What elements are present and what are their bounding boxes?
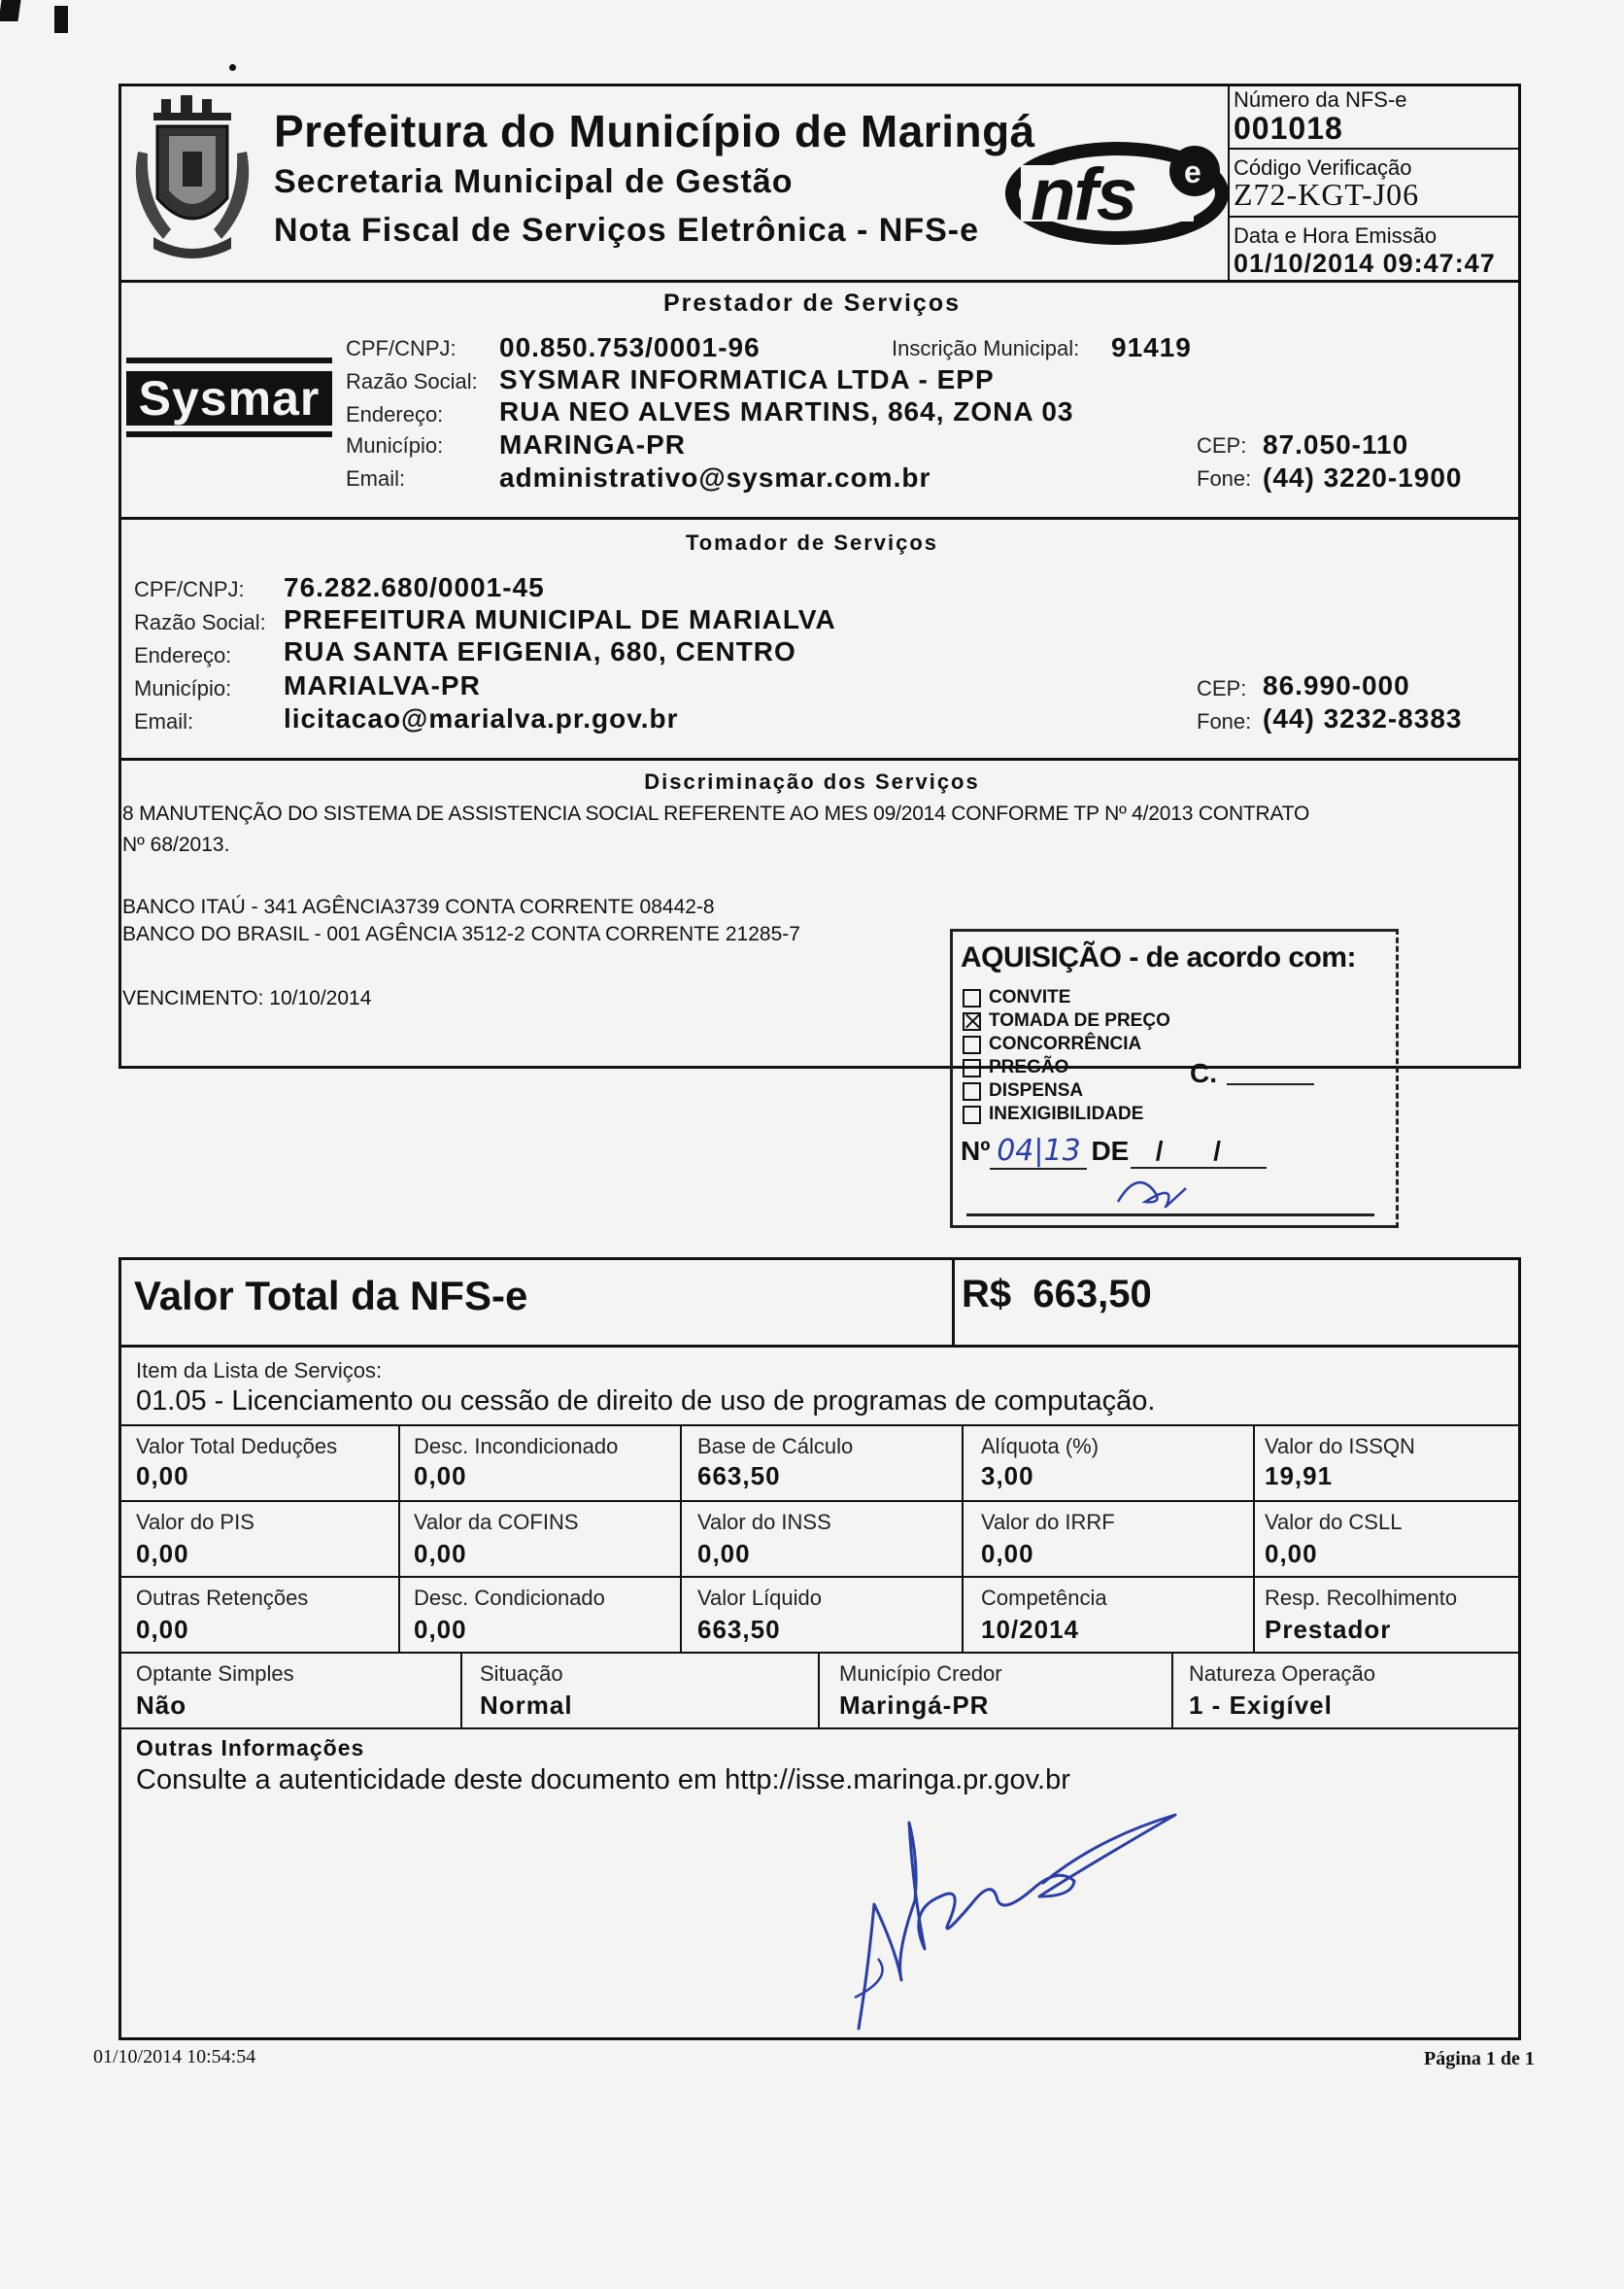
grid-label: Valor do PIS xyxy=(136,1510,254,1534)
grid-value: 0,00 xyxy=(697,1539,751,1568)
tomador-email-label: Email: xyxy=(134,709,194,734)
aquisicao-stamp xyxy=(950,929,1399,1228)
stamp-title: AQUISIÇÃO - de acordo com: xyxy=(961,941,1357,974)
checkbox-icon xyxy=(963,989,981,1008)
situacao-label: Situação xyxy=(480,1661,563,1686)
grid-label: Desc. Incondicionado xyxy=(414,1434,619,1458)
tomador-cpf-value: 76.282.680/0001-45 xyxy=(284,572,545,602)
grid-value: 663,50 xyxy=(697,1615,781,1644)
stamp-initials-icon xyxy=(1108,1173,1196,1212)
grid-value: 0,00 xyxy=(136,1461,189,1490)
tomador-email-value: licitacao@marialva.pr.gov.br xyxy=(284,703,679,734)
municipio-credor-value: Maringá-PR xyxy=(839,1691,990,1720)
optante-value: Não xyxy=(136,1691,187,1720)
grid-label: Desc. Condicionado xyxy=(414,1586,605,1610)
tomador-razao-label: Razão Social: xyxy=(134,610,266,634)
divider xyxy=(118,517,1521,520)
prestador-razao-label: Razão Social: xyxy=(346,369,478,393)
tomador-section-title: Tomador de Serviços xyxy=(685,530,939,555)
prestador-section-title: Prestador de Serviços xyxy=(662,290,961,317)
header-subtitle: Secretaria Municipal de Gestão xyxy=(274,163,794,200)
prestador-cpf-label: CPF/CNPJ: xyxy=(346,336,457,360)
document-type: Nota Fiscal de Serviços Eletrônica - NFS-e xyxy=(274,212,980,249)
prestador-cep-value: 87.050-110 xyxy=(1263,429,1409,460)
signature-icon xyxy=(835,1803,1185,2036)
sysmar-logo-text: Sysmar xyxy=(126,371,332,426)
numero-value: 001018 xyxy=(1234,111,1343,146)
prestador-cpf-value: 00.850.753/0001-96 xyxy=(499,332,761,362)
tomador-fone-value: (44) 3232-8383 xyxy=(1263,703,1463,734)
stamp-numero-row: Nº 04|13 DE / / xyxy=(961,1134,1267,1170)
coat-of-arms-icon xyxy=(124,93,260,264)
tomador-cep-label: CEP: xyxy=(1197,676,1247,700)
total-value: R$ 663,50 xyxy=(962,1273,1152,1315)
page-title: Prefeitura do Município de Maringá xyxy=(274,106,1035,156)
banco-itau-line: BANCO ITAÚ - 341 AGÊNCIA3739 CONTA CORRENTE 08442-8 xyxy=(122,896,715,918)
tomador-endereco-label: Endereço: xyxy=(134,643,232,667)
prestador-endereco-label: Endereço: xyxy=(346,402,444,427)
grid-label: Valor do INSS xyxy=(697,1510,831,1534)
prestador-endereco-value: RUA NEO ALVES MARTINS, 864, ZONA 03 xyxy=(499,396,1074,427)
total-label: Valor Total da NFS-e xyxy=(134,1273,528,1318)
scan-dot xyxy=(229,64,236,71)
divider xyxy=(680,1424,682,1654)
divider xyxy=(962,1424,964,1654)
grid-label: Valor da COFINS xyxy=(414,1510,579,1534)
grid-label: Valor do IRRF xyxy=(981,1510,1115,1534)
divider xyxy=(118,1727,1521,1729)
stamp-c-label: C. xyxy=(1190,1058,1217,1088)
tomador-municipio-label: Município: xyxy=(134,676,232,700)
grid-label: Alíquota (%) xyxy=(981,1434,1100,1458)
item-lista-label: Item da Lista de Serviços: xyxy=(136,1358,383,1383)
checkbox-icon xyxy=(963,1082,981,1101)
grid-value: 0,00 xyxy=(414,1615,467,1644)
divider xyxy=(818,1652,820,1729)
numero-label: Número da NFS-e xyxy=(1234,87,1407,112)
discriminacao-line2: Nº 68/2013. xyxy=(122,834,230,856)
prestador-municipio-label: Município: xyxy=(346,433,444,458)
scan-mark xyxy=(54,6,68,33)
codigo-value: Z72-KGT-J06 xyxy=(1234,177,1420,212)
outras-label: Outras Informações xyxy=(136,1735,365,1760)
stamp-item-convite: CONVITE xyxy=(963,986,1170,1009)
stamp-item-tomada: TOMADA DE PREÇO xyxy=(963,1009,1170,1033)
prestador-email-value: administrativo@sysmar.com.br xyxy=(499,462,931,493)
divider xyxy=(118,280,1521,283)
divider xyxy=(1228,216,1521,218)
grid-label: Valor do ISSQN xyxy=(1265,1434,1415,1458)
prestador-municipio-value: MARINGA-PR xyxy=(499,429,686,460)
codigo-label: Código Verificação xyxy=(1234,155,1412,180)
print-timestamp: 01/10/2014 10:54:54 xyxy=(93,2046,256,2067)
discriminacao-section-title: Discriminação dos Serviços xyxy=(644,769,980,794)
grid-value: 0,00 xyxy=(136,1539,189,1568)
divider xyxy=(118,1500,1521,1502)
grid-value: 3,00 xyxy=(981,1461,1034,1490)
grid-label: Resp. Recolhimento xyxy=(1265,1586,1458,1610)
checked-checkbox-icon xyxy=(963,1012,981,1031)
grid-label: Competência xyxy=(981,1586,1107,1610)
data-label: Data e Hora Emissão xyxy=(1234,223,1438,248)
divider xyxy=(398,1424,400,1654)
prestador-fone-label: Fone: xyxy=(1197,466,1252,491)
prestador-inscricao-label: Inscrição Municipal: xyxy=(892,336,1080,360)
svg-text:e: e xyxy=(1184,154,1201,189)
item-lista-value: 01.05 - Licenciamento ou cessão de direito de uso de programas de computação. xyxy=(136,1385,1156,1417)
checkbox-icon xyxy=(963,1106,981,1124)
divider xyxy=(118,1345,1521,1348)
grid-label: Outras Retenções xyxy=(136,1586,309,1610)
prestador-inscricao-value: 91419 xyxy=(1111,332,1192,362)
divider xyxy=(1253,1424,1255,1654)
divider xyxy=(118,1576,1521,1578)
nfse-logo-icon xyxy=(1005,120,1229,266)
grid-value: 0,00 xyxy=(414,1461,467,1490)
stamp-date-slashes: / / xyxy=(1131,1136,1267,1169)
prestador-email-label: Email: xyxy=(346,466,406,491)
prestador-fone-value: (44) 3220-1900 xyxy=(1263,462,1463,493)
tomador-cep-value: 86.990-000 xyxy=(1263,670,1410,700)
banco-brasil-line: BANCO DO BRASIL - 001 AGÊNCIA 3512-2 CONTA CORRENTE 21285-7 xyxy=(122,923,800,945)
municipio-credor-label: Município Credor xyxy=(839,1661,1002,1686)
page-number: Página 1 de 1 xyxy=(1424,2048,1535,2069)
stamp-bottom-line xyxy=(966,1213,1374,1216)
discriminacao-line1: 8 MANUTENÇÃO DO SISTEMA DE ASSISTENCIA SOCIAL REFERENTE AO MES 09/2014 CONFORME TP Nº 4/2013 CONTRATO xyxy=(122,803,1310,825)
checkbox-icon xyxy=(963,1036,981,1054)
prestador-cep-label: CEP: xyxy=(1197,433,1247,458)
situacao-value: Normal xyxy=(480,1691,573,1720)
grid-value: 0,00 xyxy=(414,1539,467,1568)
handwritten-numero: 04|13 xyxy=(990,1134,1087,1170)
stamp-items xyxy=(963,986,1170,1126)
tomador-endereco-value: RUA SANTA EFIGENIA, 680, CENTRO xyxy=(284,636,796,666)
tomador-razao-value: PREFEITURA MUNICIPAL DE MARIALVA xyxy=(284,604,836,634)
scan-mark xyxy=(0,0,21,21)
outras-text: Consulte a autenticidade deste documento em http://isse.maringa.pr.gov.br xyxy=(136,1764,1070,1795)
tomador-fone-label: Fone: xyxy=(1197,709,1252,734)
prestador-razao-value: SYSMAR INFORMATICA LTDA - EPP xyxy=(499,364,995,394)
stamp-item-concorrencia: CONCORRÊNCIA xyxy=(963,1033,1170,1056)
svg-text:nfs: nfs xyxy=(1031,154,1135,236)
divider xyxy=(118,1652,1521,1654)
natureza-label: Natureza Operação xyxy=(1189,1661,1375,1686)
data-value: 01/10/2014 09:47:47 xyxy=(1234,249,1496,278)
grid-label: Valor Total Deduções xyxy=(136,1434,338,1458)
grid-value: 0,00 xyxy=(981,1539,1034,1568)
grid-value: 19,91 xyxy=(1265,1461,1334,1490)
grid-label: Base de Cálculo xyxy=(697,1434,854,1458)
tomador-cpf-label: CPF/CNPJ: xyxy=(134,577,245,601)
grid-value: Prestador xyxy=(1265,1615,1392,1644)
stamp-item-inexigibilidade: INEXIGIBILIDADE xyxy=(963,1103,1170,1126)
grid-label: Valor Líquido xyxy=(697,1586,823,1610)
checkbox-icon xyxy=(963,1059,981,1077)
optante-label: Optante Simples xyxy=(136,1661,294,1686)
divider xyxy=(1171,1652,1173,1729)
divider xyxy=(118,1424,1521,1426)
grid-value: 0,00 xyxy=(136,1615,189,1644)
stamp-item-dispensa: DISPENSA xyxy=(963,1079,1170,1103)
stamp-c-line xyxy=(1227,1083,1314,1085)
divider xyxy=(460,1652,462,1729)
grid-value: 0,00 xyxy=(1265,1539,1318,1568)
grid-value: 10/2014 xyxy=(981,1615,1079,1644)
divider xyxy=(952,1257,955,1347)
grid-value: 663,50 xyxy=(697,1461,781,1490)
divider xyxy=(1228,148,1521,150)
sysmar-logo xyxy=(126,358,332,439)
natureza-value: 1 - Exigível xyxy=(1189,1691,1333,1720)
tomador-municipio-value: MARIALVA-PR xyxy=(284,670,481,700)
divider xyxy=(118,758,1521,761)
stamp-item-pregao: PREGÃO xyxy=(963,1056,1170,1079)
grid-label: Valor do CSLL xyxy=(1265,1510,1403,1534)
vencimento-line: VENCIMENTO: 10/10/2014 xyxy=(122,987,372,1009)
